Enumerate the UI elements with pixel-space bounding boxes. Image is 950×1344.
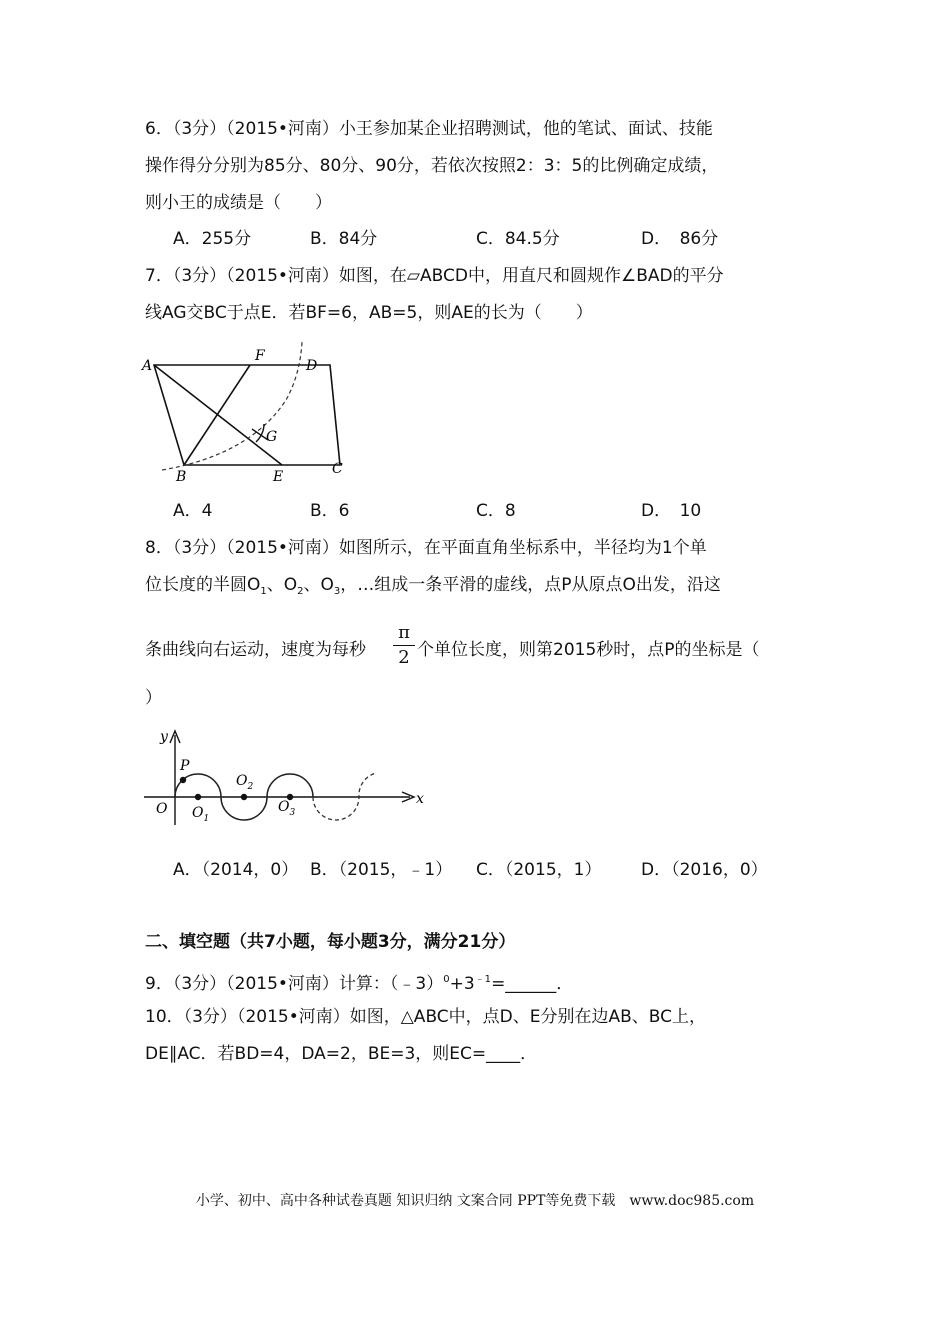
q8-line-4: ） <box>145 688 162 708</box>
label-a: A <box>142 358 153 374</box>
section-heading: 二、填空题（共7小题，每小题3分，满分21分） <box>145 932 516 952</box>
q6-option-d: D． 86分 <box>641 229 719 249</box>
q10-line-2: DE∥AC．若BD=4，DA=2，BE=3，则EC=____． <box>145 1044 538 1064</box>
q8-option-d: D．（2016，0） <box>641 860 768 880</box>
label-o1: $O_1$ <box>192 805 210 824</box>
parallelogram-figure <box>140 340 360 485</box>
q6-line-3: 则小王的成绩是（ ） <box>145 193 332 213</box>
q6-option-a: A．255分 <box>173 229 252 249</box>
label-x: x <box>416 791 424 807</box>
label-o2: $O_2$ <box>236 773 254 792</box>
q8-line-3a: 条曲线向右运动，速度为每秒 <box>145 640 366 660</box>
q6-line-2: 操作得分分别为85分、80分、90分，若依次按照2：3：5的比例确定成绩， <box>145 156 719 176</box>
q8-option-b: B．（2015，﹣1） <box>310 860 453 880</box>
q7-line-2: 线AG交BC于点E．若BF=6，AB=5，则AE的长为（ ） <box>145 303 593 323</box>
q8-line-1: 8．（3分）（2015•河南）如图所示，在平面直角坐标系中，半径均为1个单 <box>145 538 707 558</box>
q8-option-c: C．（2015，1） <box>476 860 602 880</box>
q8-line-2: 位长度的半圆$O_1$、$O_2$、$O_3$，…组成一条平滑的虚线，点P从原点O出发，沿这 <box>145 575 721 597</box>
q9-line: 9．（3分）（2015•河南）计算：$(﹣3)^0+3^{﹣1}=\_\_\_\_\_\_$． <box>145 974 574 994</box>
label-g: G <box>266 429 278 445</box>
q6-option-b: B．84分 <box>310 229 378 249</box>
q6-option-c: C．84.5分 <box>476 229 560 249</box>
q7-option-b: B．6 <box>310 501 350 521</box>
label-f: F <box>255 348 265 364</box>
q7-option-a: A．4 <box>173 501 213 521</box>
label-c: C <box>332 461 343 477</box>
q8-option-a: A．（2014，0） <box>173 860 299 880</box>
q8-line-3b: 个单位长度，则第2015秒时，点P的坐标是（ <box>417 640 760 660</box>
label-p: P <box>180 758 190 774</box>
q7-line-1: 7．（3分）（2015•河南）如图，在▱ABCD中，用直尺和圆规作∠BAD的平分 <box>145 266 724 286</box>
q10-line-1: 10．（3分）（2015•河南）如图，△ABC中，点D、E分别在边AB、BC上， <box>145 1007 707 1027</box>
semicircle-curve-figure <box>140 725 440 830</box>
q7-option-d: D． 10 <box>641 501 702 521</box>
q7-option-c: C．8 <box>476 501 516 521</box>
q6-line-1: 6．（3分）（2015•河南）小王参加某企业招聘测试，他的笔试、面试、技能 <box>145 119 713 139</box>
label-origin: O <box>156 801 168 817</box>
label-o3: $O_3$ <box>278 799 296 818</box>
label-e: E <box>273 469 284 485</box>
pi-over-2-fraction: π 2 <box>393 622 415 669</box>
label-d: D <box>306 358 318 374</box>
label-y: y <box>160 729 168 745</box>
page-footer: 小学、初中、高中各种试卷真题 知识归纳 文案合同 PPT等免费下载 www.doc985.com <box>195 1193 755 1209</box>
label-b: B <box>176 469 187 485</box>
